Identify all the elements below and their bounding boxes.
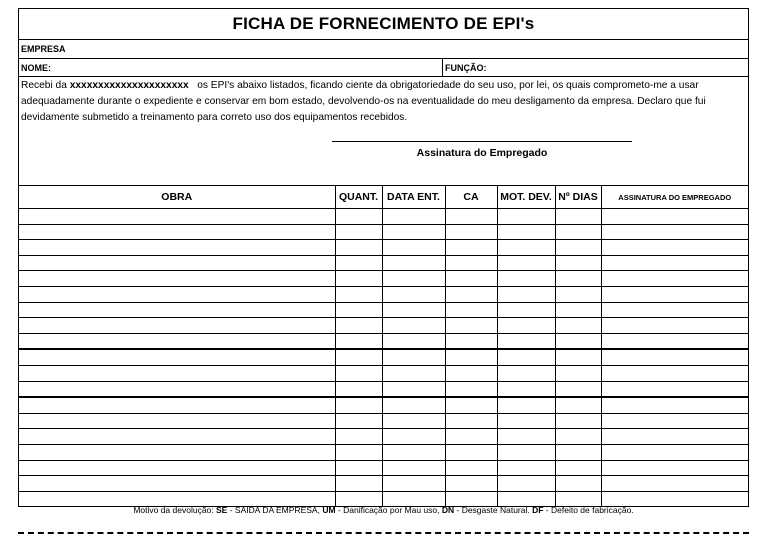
cell-n-dias[interactable] bbox=[555, 333, 601, 349]
cell-assinatura[interactable] bbox=[601, 255, 748, 271]
cell-mot-dev[interactable] bbox=[497, 349, 555, 365]
table-body bbox=[19, 209, 748, 507]
cell-data-ent[interactable] bbox=[382, 286, 445, 302]
cell-n-dias[interactable] bbox=[555, 240, 601, 256]
col-header-assinatura: ASSINATURA DO EMPREGADO bbox=[601, 186, 748, 209]
cell-obra[interactable] bbox=[19, 413, 335, 429]
epi-table bbox=[19, 186, 748, 506]
table-row bbox=[19, 209, 748, 225]
cell-assinatura[interactable] bbox=[601, 318, 748, 334]
declaration-text bbox=[21, 78, 746, 126]
cell-assinatura[interactable] bbox=[601, 444, 748, 460]
cell-ca[interactable] bbox=[445, 397, 497, 413]
cell-assinatura[interactable] bbox=[601, 460, 748, 476]
cell-mot-dev[interactable] bbox=[497, 381, 555, 397]
cell-mot-dev[interactable] bbox=[497, 271, 555, 287]
cell-quant[interactable] bbox=[335, 271, 382, 287]
cell-quant[interactable] bbox=[335, 413, 382, 429]
legend-se-code: SE bbox=[216, 505, 228, 515]
funcao-label: FUNÇÃO: bbox=[445, 62, 487, 73]
cell-n-dias[interactable] bbox=[555, 271, 601, 287]
col-header-n-dias: Nº DIAS bbox=[555, 186, 601, 209]
cell-obra[interactable] bbox=[19, 460, 335, 476]
cell-assinatura[interactable] bbox=[601, 209, 748, 225]
cell-n-dias[interactable] bbox=[555, 413, 601, 429]
cell-obra[interactable] bbox=[19, 476, 335, 492]
cell-n-dias[interactable] bbox=[555, 365, 601, 381]
table-row bbox=[19, 318, 748, 334]
empresa-field[interactable] bbox=[19, 40, 748, 59]
cell-ca[interactable] bbox=[445, 333, 497, 349]
legend-um-code: UM bbox=[322, 505, 336, 515]
table-row bbox=[19, 460, 748, 476]
cell-quant[interactable] bbox=[335, 240, 382, 256]
cell-data-ent[interactable] bbox=[382, 397, 445, 413]
cell-obra[interactable] bbox=[19, 349, 335, 365]
company-code: xxxxxxxxxxxxxxxxxxxxx bbox=[69, 80, 189, 91]
cell-mot-dev[interactable] bbox=[497, 302, 555, 318]
cell-data-ent[interactable] bbox=[382, 209, 445, 225]
cell-ca[interactable] bbox=[445, 224, 497, 240]
funcao-field[interactable] bbox=[443, 59, 748, 76]
table-row bbox=[19, 381, 748, 397]
declaration-prefix: Recebi da bbox=[21, 80, 70, 91]
cell-data-ent[interactable] bbox=[382, 333, 445, 349]
table-header-row bbox=[19, 186, 748, 209]
cell-assinatura[interactable] bbox=[601, 365, 748, 381]
table-row bbox=[19, 224, 748, 240]
cell-obra[interactable] bbox=[19, 429, 335, 445]
table-row bbox=[19, 349, 748, 365]
cell-data-ent[interactable] bbox=[382, 444, 445, 460]
cell-ca[interactable] bbox=[445, 349, 497, 365]
cell-quant[interactable] bbox=[335, 397, 382, 413]
cell-ca[interactable] bbox=[445, 444, 497, 460]
table-row bbox=[19, 255, 748, 271]
cell-ca[interactable] bbox=[445, 255, 497, 271]
cell-data-ent[interactable] bbox=[382, 318, 445, 334]
cell-quant[interactable] bbox=[335, 460, 382, 476]
cell-ca[interactable] bbox=[445, 381, 497, 397]
legend-um-text: - Danificação por Mau uso, bbox=[335, 505, 442, 515]
cell-data-ent[interactable] bbox=[382, 224, 445, 240]
cell-data-ent[interactable] bbox=[382, 240, 445, 256]
cell-quant[interactable] bbox=[335, 365, 382, 381]
cell-obra[interactable] bbox=[19, 333, 335, 349]
col-header-obra: OBRA bbox=[19, 186, 335, 209]
return-reason-legend bbox=[18, 505, 749, 515]
cell-assinatura[interactable] bbox=[601, 397, 748, 413]
cell-obra[interactable] bbox=[19, 397, 335, 413]
cell-obra[interactable] bbox=[19, 302, 335, 318]
cell-ca[interactable] bbox=[445, 429, 497, 445]
cell-mot-dev[interactable] bbox=[497, 209, 555, 225]
cell-data-ent[interactable] bbox=[382, 271, 445, 287]
cell-data-ent[interactable] bbox=[382, 429, 445, 445]
cell-ca[interactable] bbox=[445, 318, 497, 334]
cell-mot-dev[interactable] bbox=[497, 460, 555, 476]
cell-assinatura[interactable] bbox=[601, 271, 748, 287]
cell-mot-dev[interactable] bbox=[497, 318, 555, 334]
cell-obra[interactable] bbox=[19, 381, 335, 397]
empresa-label: EMPRESA bbox=[21, 44, 66, 54]
table-row bbox=[19, 302, 748, 318]
cell-n-dias[interactable] bbox=[555, 209, 601, 225]
cell-mot-dev[interactable] bbox=[497, 333, 555, 349]
cell-quant[interactable] bbox=[335, 302, 382, 318]
cell-n-dias[interactable] bbox=[555, 349, 601, 365]
cell-quant[interactable] bbox=[335, 349, 382, 365]
cell-mot-dev[interactable] bbox=[497, 286, 555, 302]
cell-obra[interactable] bbox=[19, 240, 335, 256]
cell-n-dias[interactable] bbox=[555, 476, 601, 492]
legend-df-code: DF bbox=[532, 505, 544, 515]
declaration-body: os EPI's abaixo listados, ficando ciente da obrigatoriedade do seu uso, por lei, os quais comprometo-me a usar adequadamente durante o expediente e conservar em bom estado, devolvendo-os na eventualidade do meu desligamento da empresa. Declaro que fui devidamente submetido a treinamento para correto uso dos equipamentos recebidos. bbox=[21, 80, 709, 123]
cell-data-ent[interactable] bbox=[382, 413, 445, 429]
cell-assinatura[interactable] bbox=[601, 413, 748, 429]
cell-ca[interactable] bbox=[445, 271, 497, 287]
table-row bbox=[19, 429, 748, 445]
cell-data-ent[interactable] bbox=[382, 460, 445, 476]
cell-ca[interactable] bbox=[445, 302, 497, 318]
cell-ca[interactable] bbox=[445, 460, 497, 476]
legend-dn-code: DN bbox=[441, 505, 455, 515]
signature-label: Assinatura do Empregado bbox=[416, 147, 548, 159]
cell-n-dias[interactable] bbox=[555, 286, 601, 302]
cell-obra[interactable] bbox=[19, 224, 335, 240]
cell-n-dias[interactable] bbox=[555, 318, 601, 334]
cell-assinatura[interactable] bbox=[601, 240, 748, 256]
legend-prefix: Motivo da devolução: bbox=[133, 505, 217, 515]
cell-assinatura[interactable] bbox=[601, 286, 748, 302]
cell-n-dias[interactable] bbox=[555, 255, 601, 271]
cell-quant[interactable] bbox=[335, 476, 382, 492]
cell-mot-dev[interactable] bbox=[497, 444, 555, 460]
declaration-block bbox=[19, 77, 748, 186]
cell-data-ent[interactable] bbox=[382, 381, 445, 397]
cell-n-dias[interactable] bbox=[555, 444, 601, 460]
cell-data-ent[interactable] bbox=[382, 302, 445, 318]
cell-mot-dev[interactable] bbox=[497, 240, 555, 256]
cell-quant[interactable] bbox=[335, 333, 382, 349]
table-row bbox=[19, 240, 748, 256]
cell-ca[interactable] bbox=[445, 413, 497, 429]
cell-obra[interactable] bbox=[19, 255, 335, 271]
cell-mot-dev[interactable] bbox=[497, 476, 555, 492]
signature-line[interactable] bbox=[332, 141, 632, 142]
cell-assinatura[interactable] bbox=[601, 302, 748, 318]
col-header-data-ent: DATA ENT. bbox=[382, 186, 445, 209]
legend-se-text: - SAÍDA DA EMPRESA, bbox=[227, 505, 323, 515]
cell-data-ent[interactable] bbox=[382, 476, 445, 492]
epi-form bbox=[18, 8, 749, 507]
cell-quant[interactable] bbox=[335, 444, 382, 460]
cell-obra[interactable] bbox=[19, 271, 335, 287]
form-title: FICHA DE FORNECIMENTO DE EPI's bbox=[19, 9, 748, 40]
cell-assinatura[interactable] bbox=[601, 476, 748, 492]
cell-mot-dev[interactable] bbox=[497, 224, 555, 240]
legend-df-text: - Defeito de fabricação. bbox=[543, 505, 634, 515]
cell-mot-dev[interactable] bbox=[497, 397, 555, 413]
cell-quant[interactable] bbox=[335, 255, 382, 271]
nome-field[interactable] bbox=[19, 59, 443, 76]
cell-quant[interactable] bbox=[335, 209, 382, 225]
table-row bbox=[19, 413, 748, 429]
legend-dn-text: - Desgaste Natural. bbox=[454, 505, 533, 515]
cell-assinatura[interactable] bbox=[601, 381, 748, 397]
nome-funcao-row bbox=[19, 59, 748, 77]
cell-n-dias[interactable] bbox=[555, 397, 601, 413]
cell-data-ent[interactable] bbox=[382, 255, 445, 271]
cell-assinatura[interactable] bbox=[601, 349, 748, 365]
cell-quant[interactable] bbox=[335, 318, 382, 334]
table-row bbox=[19, 286, 748, 302]
cell-n-dias[interactable] bbox=[555, 381, 601, 397]
cell-data-ent[interactable] bbox=[382, 365, 445, 381]
cell-mot-dev[interactable] bbox=[497, 413, 555, 429]
cell-obra[interactable] bbox=[19, 318, 335, 334]
cell-ca[interactable] bbox=[445, 365, 497, 381]
cell-mot-dev[interactable] bbox=[497, 365, 555, 381]
nome-label: NOME: bbox=[21, 62, 51, 73]
table-row bbox=[19, 397, 748, 413]
cell-ca[interactable] bbox=[445, 240, 497, 256]
cell-assinatura[interactable] bbox=[601, 333, 748, 349]
cell-n-dias[interactable] bbox=[555, 302, 601, 318]
cell-obra[interactable] bbox=[19, 286, 335, 302]
cell-quant[interactable] bbox=[335, 429, 382, 445]
cell-quant[interactable] bbox=[335, 286, 382, 302]
cell-quant[interactable] bbox=[335, 224, 382, 240]
cell-obra[interactable] bbox=[19, 365, 335, 381]
table-row bbox=[19, 444, 748, 460]
col-header-quant: QUANT. bbox=[335, 186, 382, 209]
cell-n-dias[interactable] bbox=[555, 429, 601, 445]
cell-ca[interactable] bbox=[445, 286, 497, 302]
cell-obra[interactable] bbox=[19, 209, 335, 225]
cell-ca[interactable] bbox=[445, 476, 497, 492]
cell-assinatura[interactable] bbox=[601, 224, 748, 240]
table-row bbox=[19, 476, 748, 492]
col-header-ca: CA bbox=[445, 186, 497, 209]
cell-data-ent[interactable] bbox=[382, 349, 445, 365]
cell-obra[interactable] bbox=[19, 444, 335, 460]
cell-quant[interactable] bbox=[335, 381, 382, 397]
cut-line bbox=[18, 532, 749, 534]
cell-assinatura[interactable] bbox=[601, 429, 748, 445]
cell-n-dias[interactable] bbox=[555, 224, 601, 240]
cell-mot-dev[interactable] bbox=[497, 255, 555, 271]
table-row bbox=[19, 271, 748, 287]
table-row bbox=[19, 365, 748, 381]
cell-mot-dev[interactable] bbox=[497, 429, 555, 445]
col-header-mot-dev: MOT. DEV. bbox=[497, 186, 555, 209]
cell-ca[interactable] bbox=[445, 209, 497, 225]
cell-n-dias[interactable] bbox=[555, 460, 601, 476]
table-row bbox=[19, 333, 748, 349]
